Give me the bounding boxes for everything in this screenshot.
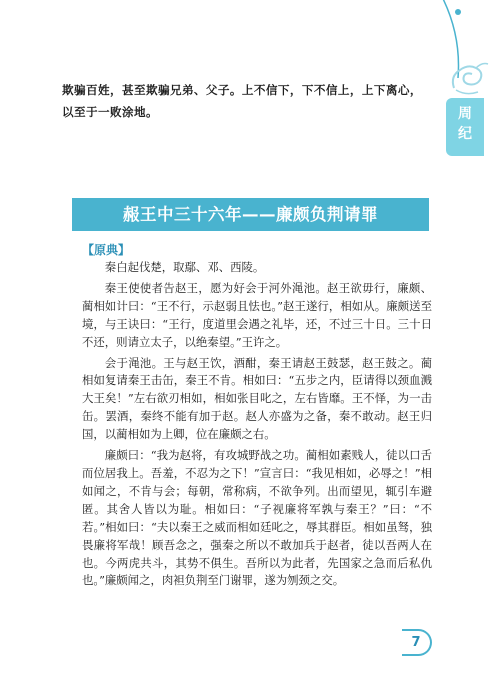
text-paragraph: 会于渑池。王与赵王饮，酒酣，秦王请赵王鼓瑟，赵王鼓之。蔺相如复请秦王击缶，秦王不肯。相如曰：“五步之内，臣请得以颈血溅大王矣！”左右欲刃相如，相如张目叱之，左右皆靡。王不怿，为一击缶。罢酒，秦终不能有加于赵。赵人亦盛为之备，秦不敢动。赵王归国，以蔺相如为上卿，位在廉颇之右。 [82, 355, 432, 442]
section-tag: 【原典】 [82, 243, 131, 257]
original-text [82, 259, 432, 593]
page-number: 7 [402, 629, 432, 656]
dragon-emblem-icon [446, 58, 490, 98]
text-paragraph: 廉颇曰：“我为赵将，有攻城野战之功。蔺相如素贱人，徒以口舌而位居我上。吾羞，不忍为之下！”宣言曰：“我见相如，必辱之！”相如闻之，不肯与会；每朝，常称病，不欲争列。出而望见，辄引车避匿。其舍人皆以为耻。相如曰：“子视廉将军孰与秦王？”曰：“不若。”相如曰：“夫以秦王之威而相如廷叱之，辱其群臣。相如虽驽，独畏廉将军哉！顾吾念之，强秦之所以不敢加兵于赵者，徒以吾两人在也。今两虎共斗，其势不俱生。吾所以为此者，先国家之急而后私仇也。”廉颇闻之，肉袒负荆至门谢罪，遂为刎颈之交。 [82, 448, 432, 588]
text-paragraph: 秦白起伐楚，取鄢、邓、西陵。 [104, 260, 265, 274]
section-title-bar [72, 198, 429, 231]
text-paragraph: 秦王使使者告赵王，愿为好会于河外渑池。赵王欲毋行，廉颇、蔺相如计曰：“王不行，示赵弱且怯也。”赵王遂行，相如从。廉颇送至境，与王诀曰：“王行，度道里会遇之礼毕，还，不过三十日。三十日不还，则请立太子，以绝秦望。”王许之。 [82, 280, 432, 349]
chapter-side-tab [446, 98, 484, 156]
intro-paragraph: 欺骗百姓，甚至欺骗兄弟、父子。上不信下，下不信上，上下离心，以至于一败涂地。 [62, 83, 422, 119]
side-tab-char: 周 [458, 106, 472, 122]
side-tab-char: 纪 [458, 126, 472, 142]
section-title: 赧王中三十六年——廉颇负荆请罪 [123, 205, 378, 224]
